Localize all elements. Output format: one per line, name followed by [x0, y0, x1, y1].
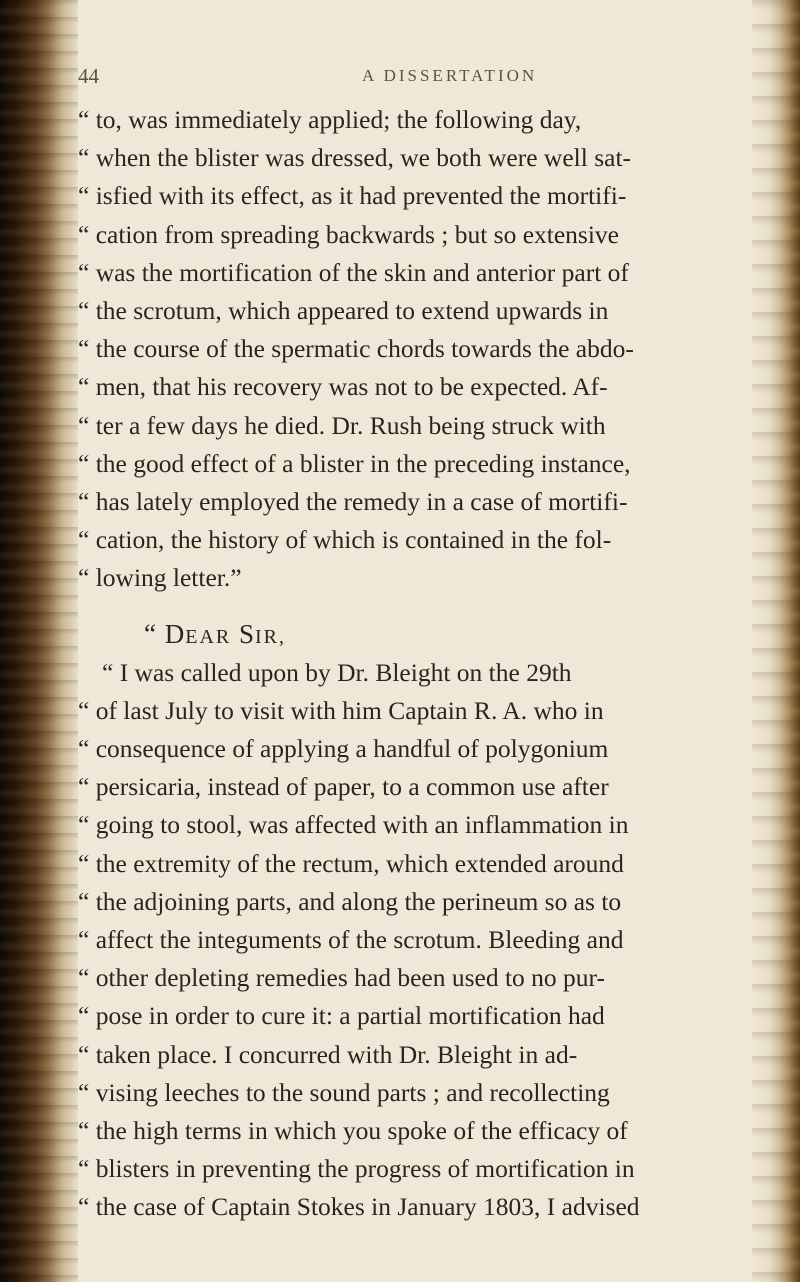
text-line: “ other depleting remedies had been used to no pur-	[78, 963, 606, 993]
text-line: “ the case of Captain Stokes in January 1803, I advised	[78, 1192, 640, 1222]
letter-salutation	[78, 615, 750, 653]
body-text	[78, 101, 750, 1226]
text-line: “ when the blister was dressed, we both were well sat-	[78, 143, 632, 173]
salutation-smallcaps: EAR	[185, 626, 232, 649]
text-line: “ affect the integuments of the scrotum. Bleeding and	[78, 924, 624, 954]
text-line: “ vising leeches to the sound parts ; and recollecting	[78, 1077, 610, 1107]
text-line: “ blisters in preventing the progress of mortification in	[78, 1154, 635, 1184]
page-edges	[752, 0, 800, 1282]
text-line: “ ter a few days he died. Dr. Rush being struck with	[78, 410, 606, 440]
text-line: “ consequence of applying a handful of polygonium	[78, 734, 609, 763]
text-line: “ pose in order to cure it: a partial mortification had	[78, 1001, 605, 1031]
salutation-open: “ D	[144, 619, 186, 650]
text-line: “ the high terms in which you spoke of the efficacy of	[78, 1115, 628, 1145]
text-line: “ the adjoining parts, and along the perineum so as to	[78, 886, 622, 916]
text-line: “ was the mortification of the skin and anterior part of	[78, 257, 629, 287]
text-line: “ lowing letter.”	[78, 563, 242, 593]
running-title: A DISSERTATION	[362, 66, 538, 85]
book-binding-shadow	[0, 0, 78, 1282]
text-line: “ the good effect of a blister in the preceding instance,	[78, 448, 631, 478]
salutation-smallcaps: IR,	[255, 626, 287, 649]
text-line: “ cation, the history of which is contained in the fol-	[78, 525, 612, 555]
text-line: “ isfied with its effect, as it had prevented the mortifi-	[78, 181, 627, 211]
text-line: “ to, was immediately applied; the following day,	[78, 105, 582, 134]
book-page	[78, 0, 752, 1282]
salutation-mid: S	[231, 619, 256, 650]
text-line: “ men, that his recovery was not to be expected. Af-	[78, 372, 608, 402]
text-line: “ the scrotum, which appeared to extend upwards in	[78, 295, 609, 325]
page-header	[78, 64, 752, 94]
text-line: “ taken place. I concurred with Dr. Bleight in ad-	[78, 1039, 578, 1069]
text-line: “ the extremity of the rectum, which extended around	[78, 848, 624, 878]
text-line: “ the course of the spermatic chords towards the abdo-	[78, 334, 634, 364]
text-line: “ cation from spreading backwards ; but so extensive	[78, 219, 620, 249]
text-line: “ I was called upon by Dr. Bleight on the 29th	[102, 657, 572, 687]
page-number: 44	[78, 64, 99, 88]
text-line: “ of last July to visit with him Captain R. A. who in	[78, 695, 604, 725]
text-line: “ has lately employed the remedy in a case of mortifi-	[78, 486, 628, 516]
text-line: “ going to stool, was affected with an inflammation in	[78, 810, 629, 840]
text-line: “ persicaria, instead of paper, to a common use after	[78, 772, 609, 802]
paragraph-gap	[78, 597, 750, 615]
